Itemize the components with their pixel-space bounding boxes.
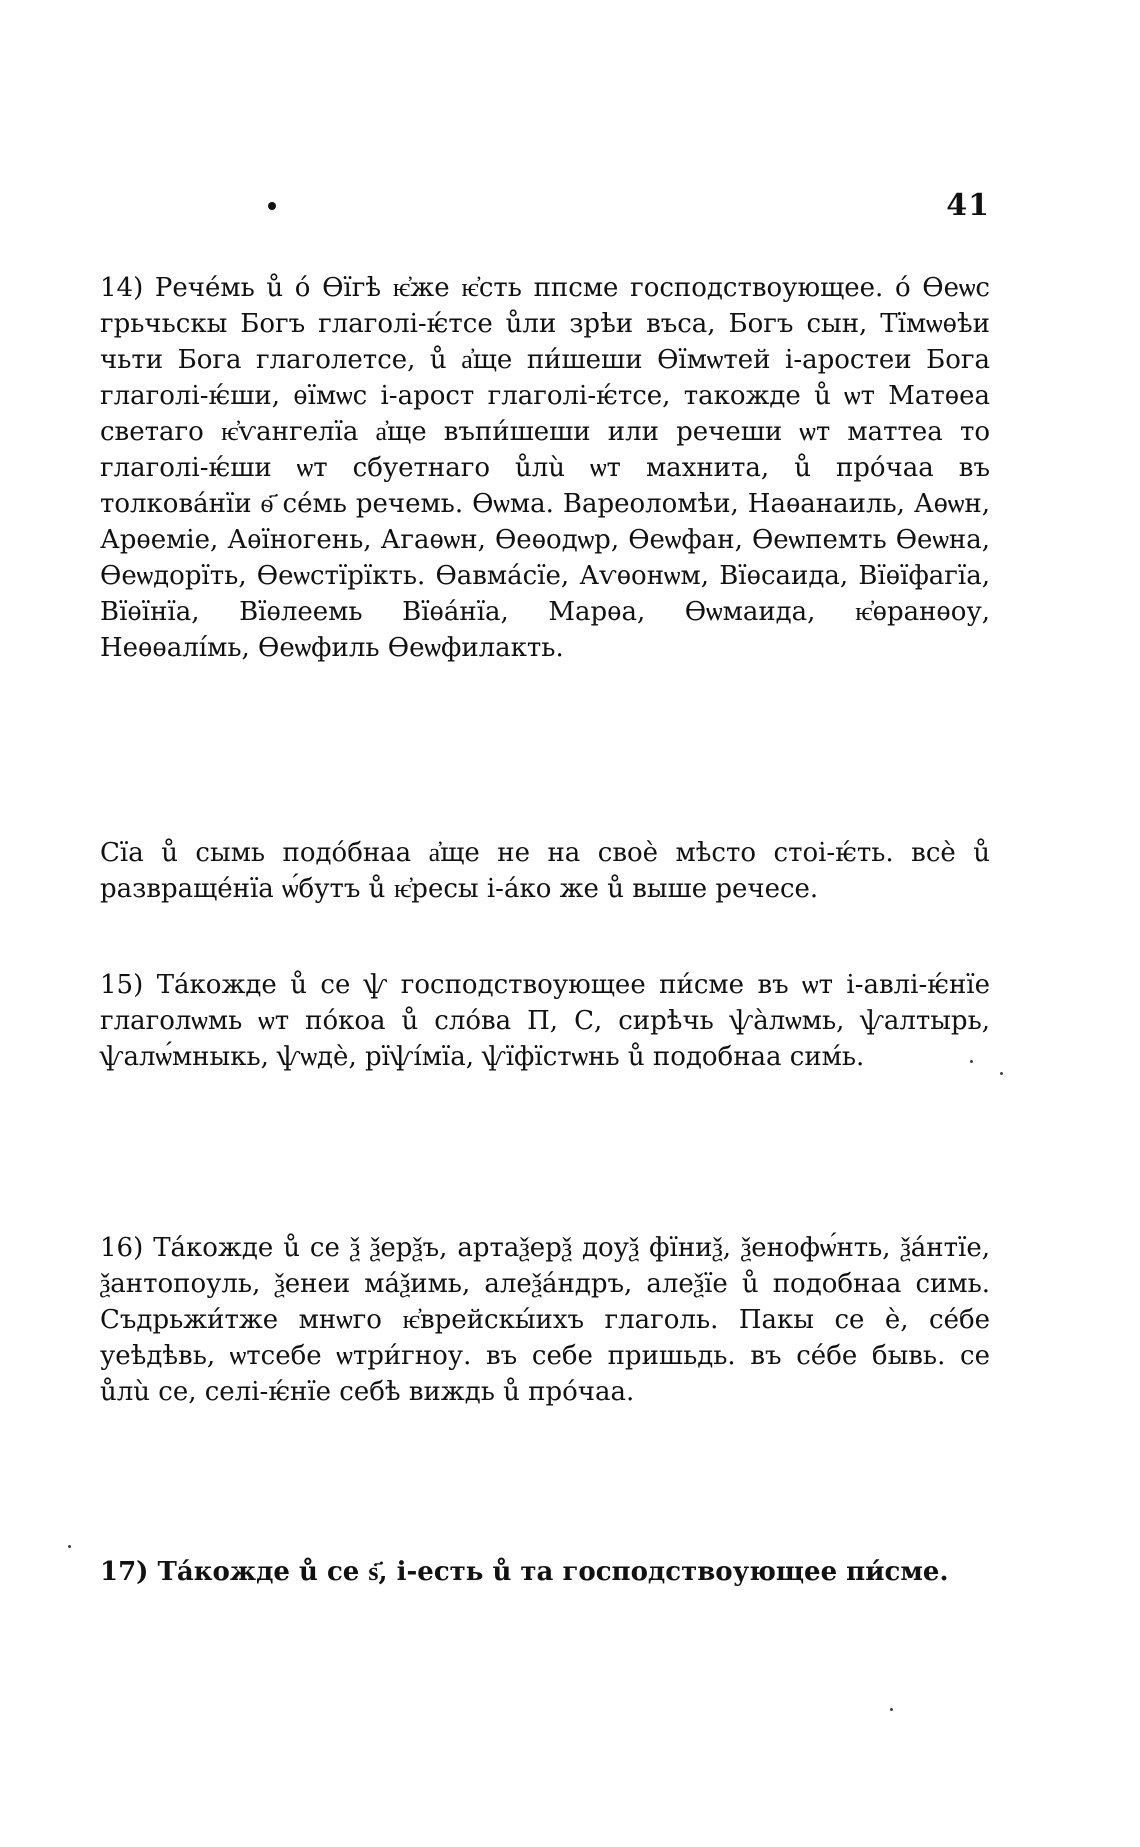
scan-speck — [68, 1545, 71, 1548]
header-mark — [268, 202, 276, 210]
scan-speck — [890, 1708, 893, 1711]
paragraph-15: 15) Та́кожде ů се ѱ господствоующее пи́сме въ ѡт і-авлі-ѥ́нïе глаголѡмь ѡт по́коа ů слóва П, С, сирѣчь ѱа̀лѡмь, ѱалтырь, ѱалѡ́мныкь, ѱѡдѐ, рïѱíмïа, ѱïфïстѡнь ů подобнаа сим́ь. — [100, 970, 990, 1072]
paragraph-16: 16) Та́кожде ů се ѯ ѯерѯъ, артаѯерѯ доуѯ фïниѯ, ѯенофѡ́нть, ѯáнтïе, ѯантопоуль, ѯенеи ма́ѯимь, алеѯáндръ, алеѯïе ů подобнаа симь. Съдрьжи́тже мнѡго ѥ҆врейскы́ихъ глаголь. Пакы се ѐ, се́бе уеѣдѣвь, ѡтсебе ѡтри́гноу. въ себе пришьдь. въ се́бе бывь. се ůлù се, селі-ѥ́нïе себѣ виждь ů про́чаа. — [100, 1233, 990, 1407]
paragraph-17: 17) Та́кожде ů се ѕ҃, і-есть ů та господствоующее пи́сме. — [100, 1557, 949, 1587]
scan-speck — [1000, 1072, 1003, 1075]
page-number: 41 — [946, 188, 990, 223]
page-body — [100, 270, 990, 1602]
paragraph-note: Сïа ů сымь подóбнаа а҆ще не на своѐ мѣсто стоі-ѥ́ть. всѐ ů развраще́нïа ѡ́бутъ ů ѥ҆ресы і-а́ко же ů выше речесе. — [100, 838, 990, 904]
paragraph-14: 14) Речéмь ů ó Ѳïгѣ ѥ҆же ѥ҆сть ппсме господствоующее. ó Ѳеѡс грьчьскы Богъ глаголі-ѥ́тсе ůли зрѣи въса, Богъ сын, Тïмѡѳѣи чьти Бога глаголетсе, ů а҆ще пи́шеши Ѳïмѡтей і-аростеи Бога глаголі-ѥ́ши, ѳïмѡс і-арост глаголі-ѥ́тсе, такожде ů ѡт Матѳеа светаго ѥ҆ѵангелïа а҆ще въпи́шеши или речеши ѡт маттеа то глаголі-ѥ́ши ѡт сбуетнаго ůлù ѡт махнита, ů про́чаа въ толковáнïи ѳ҃ се́мь речемь. Ѳѡма. Вареоломѣи, Наѳанаиль, Аѳѡн, Арѳеміе, Аѳïногень, Агаѳѡн, Ѳеѳодѡр, Ѳеѡфан, Ѳеѡпемть Ѳеѡна, Ѳеѡдорïть, Ѳеѡстïрïкть. Ѳавмáсïе, Аѵѳонѡм, Вïѳсаида, Вïѳïфагïа, Вïѳïнïа, Вïѳлеемь Вïѳáнïа, Марѳа, Ѳѡмаида, ѥ҆ѳранѳоу, Неѳѳалíмь, Ѳеѡфиль Ѳеѡфилакть. — [100, 273, 990, 663]
page-header — [100, 188, 990, 228]
scan-speck — [970, 1060, 973, 1063]
